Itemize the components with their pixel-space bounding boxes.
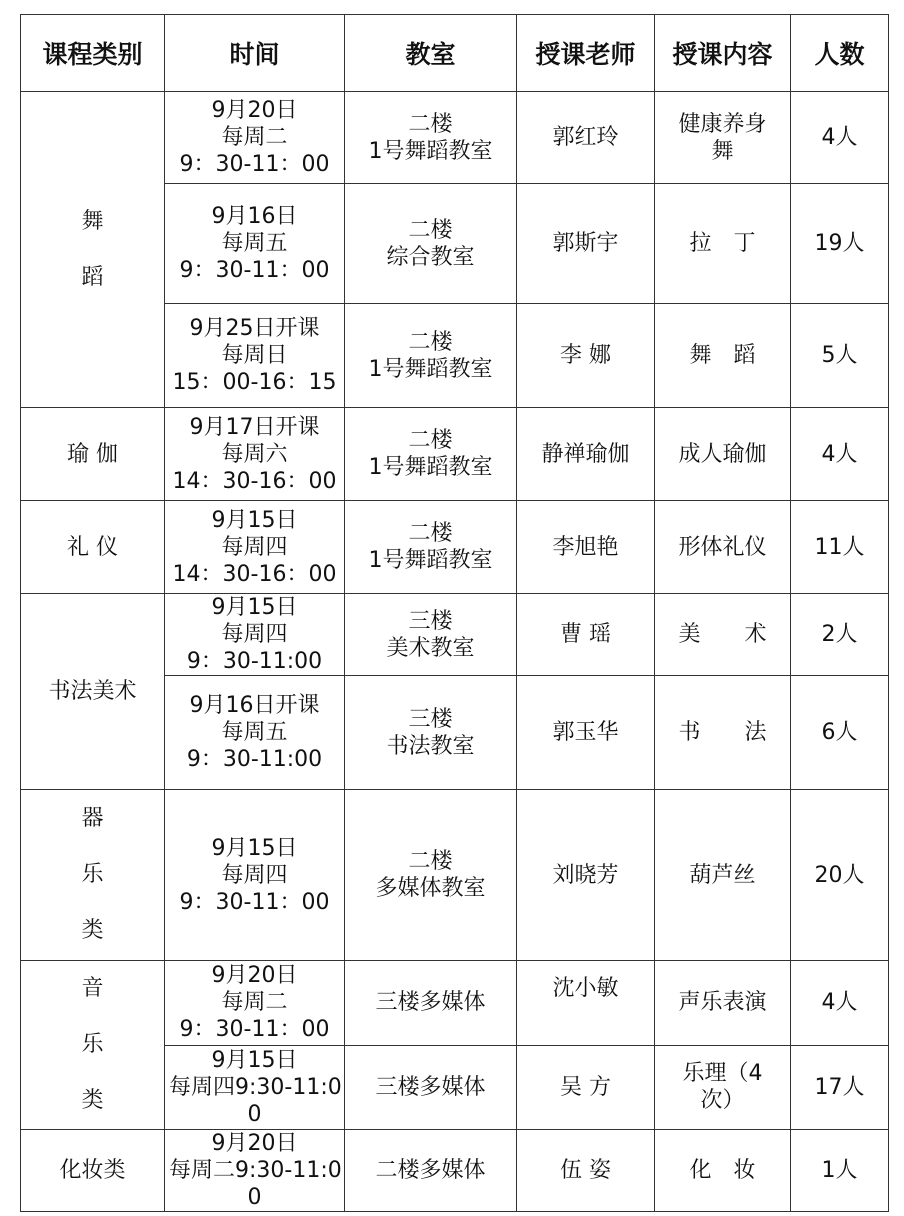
category-text: 类	[81, 1088, 104, 1113]
header-count: 人数	[791, 15, 889, 92]
time-cell	[165, 408, 345, 501]
room-name: 书法教室	[386, 733, 475, 759]
room-cell	[345, 1045, 517, 1130]
teacher-cell: 郭斯宇	[517, 184, 655, 304]
content-text: 形体礼仪	[678, 534, 767, 560]
category-text: 舞	[81, 208, 104, 234]
time-cell	[165, 92, 345, 184]
content-cell	[655, 304, 791, 408]
time-cell	[165, 790, 345, 961]
teacher-cell: 吴 方	[517, 1045, 655, 1130]
category-text: 乐	[81, 862, 104, 887]
room-cell	[345, 594, 517, 676]
header-row	[21, 15, 889, 92]
category-cell	[21, 501, 165, 594]
time-weekday: 每周二	[221, 125, 288, 150]
teacher-cell: 李 娜	[517, 304, 655, 408]
time-weekday: 每周日	[221, 343, 288, 368]
room-name: 综合教室	[386, 244, 475, 270]
content-text: 舞	[711, 138, 734, 164]
category-text: 礼 仪	[67, 534, 118, 560]
room-floor: 三楼	[408, 608, 453, 634]
room-floor: 二楼	[408, 849, 453, 874]
category-cell	[21, 1130, 165, 1212]
time-range: 0	[247, 1101, 262, 1127]
time-range: 9：30-11:00	[186, 747, 323, 772]
teacher-cell: 伍 姿	[517, 1130, 655, 1212]
time-cell	[165, 961, 345, 1046]
category-text: 书法美术	[48, 679, 137, 704]
content-text: 拉 丁	[689, 231, 756, 256]
room-name: 1号舞蹈教室	[368, 356, 493, 382]
content-cell	[655, 961, 791, 1046]
room-cell	[345, 961, 517, 1046]
content-cell	[655, 501, 791, 594]
time-cell	[165, 676, 345, 790]
count-cell: 4人	[791, 961, 889, 1046]
count-cell: 5人	[791, 304, 889, 408]
room-name: 三楼多媒体	[375, 1074, 486, 1100]
time-date: 9月16日	[211, 204, 298, 229]
time-weekday: 每周二	[221, 990, 288, 1016]
content-text: 葫芦丝	[689, 862, 756, 888]
time-weekday: 每周四	[221, 862, 288, 888]
category-text: 乐	[81, 1032, 104, 1057]
count-cell: 6人	[791, 676, 889, 790]
room-name: 多媒体教室	[375, 876, 486, 901]
time-date: 9月15日	[211, 835, 298, 861]
content-text: 美 术	[678, 622, 767, 647]
category-text: 音	[81, 976, 104, 1001]
room-cell	[345, 184, 517, 304]
teacher-cell: 沈小敏	[517, 961, 655, 1046]
content-text: 成人瑜伽	[678, 441, 767, 467]
header-room: 教室	[345, 15, 517, 92]
time-date: 9月17日开课	[189, 414, 320, 440]
table-row	[21, 408, 889, 501]
time-weekday: 每周五	[221, 231, 288, 256]
room-name: 1号舞蹈教室	[368, 455, 493, 480]
count-cell: 4人	[791, 408, 889, 501]
content-cell	[655, 184, 791, 304]
time-range: 9：30-11：00	[179, 1017, 330, 1043]
category-text: 类	[81, 918, 104, 943]
category-text: 瑜 伽	[67, 441, 118, 467]
time-cell	[165, 594, 345, 676]
time-cell	[165, 184, 345, 304]
time-range: 9：30-11：00	[179, 258, 330, 283]
time-date: 9月20日	[211, 963, 298, 989]
time-date: 9月16日开课	[189, 693, 320, 718]
room-name: 1号舞蹈教室	[368, 548, 493, 573]
table-row	[21, 790, 889, 961]
room-cell	[345, 408, 517, 501]
room-name: 二楼多媒体	[375, 1158, 486, 1183]
time-date: 9月25日开课	[189, 316, 320, 341]
header-teacher: 授课老师	[517, 15, 655, 92]
content-cell	[655, 676, 791, 790]
category-cell	[21, 408, 165, 501]
time-date: 9月15日	[211, 1047, 298, 1073]
category-cell	[21, 92, 165, 408]
time-weekday: 每周五	[221, 720, 288, 745]
content-cell	[655, 594, 791, 676]
content-cell	[655, 1045, 791, 1130]
room-name: 美术教室	[386, 635, 475, 661]
content-text: 舞 蹈	[689, 343, 756, 368]
category-text: 化妆类	[59, 1158, 126, 1183]
time-cell	[165, 1045, 345, 1130]
table-row	[21, 1130, 889, 1212]
time-range: 9：30-11:00	[186, 649, 323, 674]
teacher-cell: 郭红玲	[517, 92, 655, 184]
room-floor: 二楼	[408, 428, 453, 453]
time-weekday: 每周六	[221, 441, 288, 467]
room-floor: 二楼	[408, 111, 453, 137]
header-time: 时间	[165, 15, 345, 92]
count-cell: 4人	[791, 92, 889, 184]
content-cell	[655, 1130, 791, 1212]
time-range: 9：30-11：00	[179, 889, 330, 915]
room-floor: 二楼	[408, 521, 453, 546]
time-range: 9：30-11：00	[179, 152, 330, 177]
category-cell	[21, 790, 165, 961]
count-cell: 20人	[791, 790, 889, 961]
count-cell: 11人	[791, 501, 889, 594]
time-weekday: 每周二9:30-11:0	[169, 1158, 342, 1183]
category-cell	[21, 961, 165, 1130]
category-cell	[21, 594, 165, 790]
time-cell	[165, 1130, 345, 1212]
time-weekday: 每周四9:30-11:0	[169, 1074, 342, 1100]
teacher-cell: 李旭艳	[517, 501, 655, 594]
header-content: 授课内容	[655, 15, 791, 92]
time-range: 14：30-16：00	[172, 468, 337, 494]
time-date: 9月15日	[211, 507, 298, 533]
table-row	[21, 961, 889, 1046]
teacher-cell: 静禅瑜伽	[517, 408, 655, 501]
content-cell	[655, 790, 791, 961]
time-weekday: 每周四	[221, 534, 288, 560]
table-row	[21, 594, 889, 676]
time-cell	[165, 304, 345, 408]
table-row	[21, 501, 889, 594]
teacher-cell: 曹 瑶	[517, 594, 655, 676]
time-date: 9月20日	[211, 1131, 298, 1156]
room-cell	[345, 1130, 517, 1212]
time-range: 0	[247, 1185, 262, 1210]
content-text: 书 法	[678, 720, 767, 745]
content-text: 健康养身	[678, 111, 767, 137]
category-text: 器	[81, 806, 104, 831]
teacher-cell: 郭玉华	[517, 676, 655, 790]
content-cell	[655, 408, 791, 501]
content-cell	[655, 92, 791, 184]
time-date: 9月20日	[211, 98, 298, 123]
count-cell: 19人	[791, 184, 889, 304]
room-cell	[345, 501, 517, 594]
room-cell	[345, 304, 517, 408]
room-name: 1号舞蹈教室	[368, 138, 493, 164]
room-floor: 二楼	[408, 329, 453, 355]
course-schedule-table	[20, 14, 889, 1212]
time-weekday: 每周四	[221, 622, 288, 647]
time-cell	[165, 501, 345, 594]
room-name: 三楼多媒体	[375, 990, 486, 1016]
count-cell: 1人	[791, 1130, 889, 1212]
time-range: 14：30-16：00	[172, 561, 337, 587]
table-row	[21, 92, 889, 184]
time-range: 15：00-16：15	[172, 370, 337, 395]
header-category: 课程类别	[21, 15, 165, 92]
room-floor: 二楼	[408, 217, 453, 243]
room-cell	[345, 790, 517, 961]
time-date: 9月15日	[211, 595, 298, 620]
count-cell: 2人	[791, 594, 889, 676]
content-text: 化 妆	[689, 1158, 756, 1183]
room-cell	[345, 92, 517, 184]
room-cell	[345, 676, 517, 790]
content-text: 声乐表演	[678, 990, 767, 1016]
content-text: 乐理（4	[682, 1061, 763, 1087]
category-text: 蹈	[81, 264, 104, 290]
teacher-cell: 刘晓芳	[517, 790, 655, 961]
content-text: 次）	[700, 1088, 745, 1114]
count-cell: 17人	[791, 1045, 889, 1130]
room-floor: 三楼	[408, 706, 453, 732]
